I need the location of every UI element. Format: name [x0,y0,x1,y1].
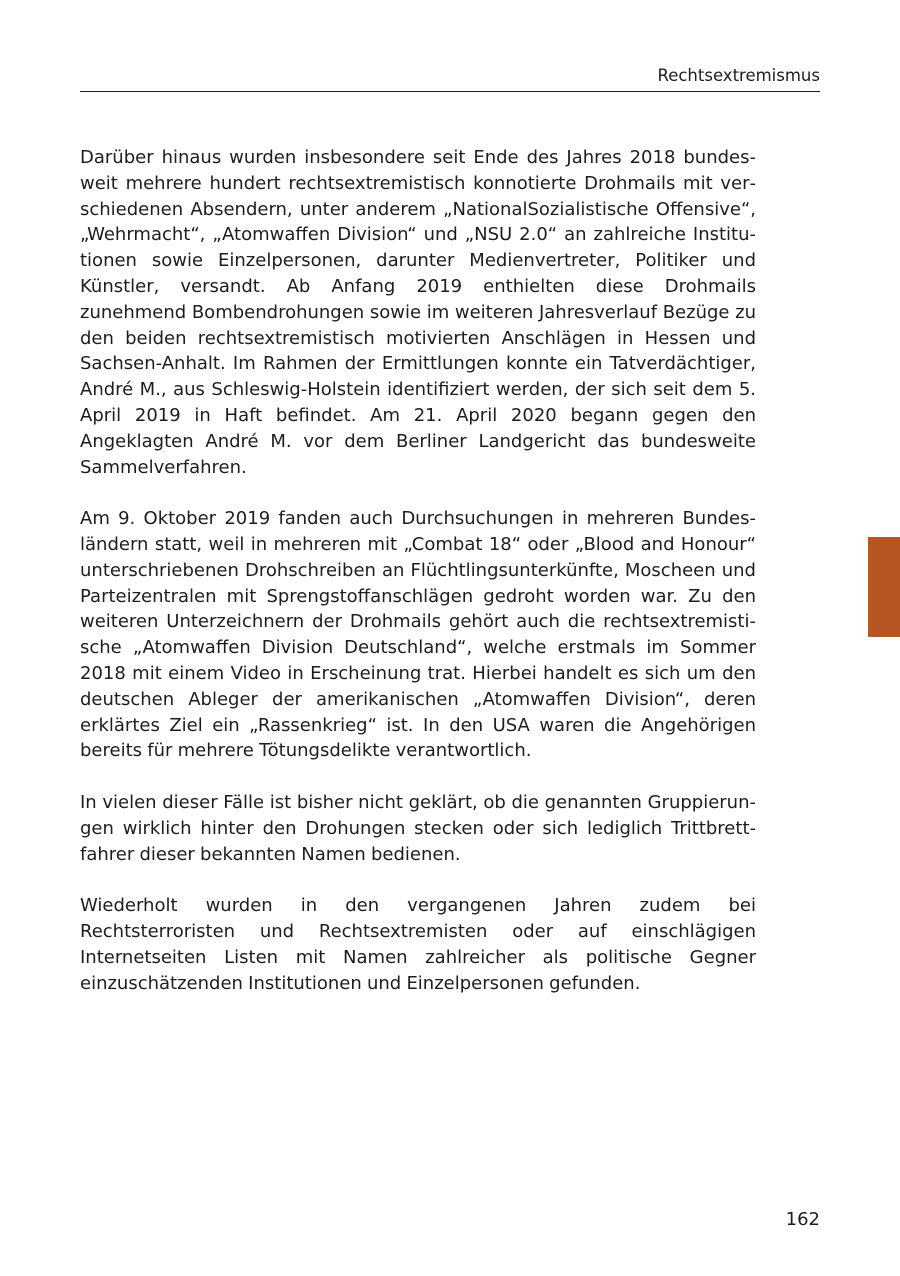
paragraph-1: Darüber hinaus wurden insbesondere seit Ende des Jahres 2018 bundesweit mehrere hundert rechtsextremistisch konnotierte Drohmails mit verschiedenen Absendern, unter anderem „NationalSozialistische Offensive“, „Wehrmacht“, „Atomwaffen Division“ und „NSU 2.0“ an zahlreiche Institutionen sowie Einzelpersonen, darunter Medienvertreter, Politiker und Künstler, versandt. Ab Anfang 2019 enthielten diese Drohmails zunehmend Bombendrohungen sowie im weiteren Jahresverlauf Bezüge zu den beiden rechtsextremistisch motivierten Anschlägen in Hessen und Sachsen-Anhalt. Im Rahmen der Ermittlungen konnte ein Tatverdächtiger, André M., aus Schleswig-Holstein identifiziert werden, der sich seit dem 5. April 2019 in Haft befindet. Am 21. April 2020 begann gegen den Angeklagten André M. vor dem Berliner Landgericht das bundesweite Sammelverfahren. [80,147,756,478]
section-title: Rechtsextremismus [657,66,820,85]
body-text [80,145,756,1022]
running-header [80,64,820,92]
chapter-marker-tab [868,537,900,637]
paragraph-3: In vielen dieser Fälle ist bisher nicht geklärt, ob die genannten Gruppierungen wirklich hinter den Drohungen stecken oder sich lediglich Trittbrettfahrer dieser bekannten Namen bedienen. [80,791,756,865]
paragraph-2: Am 9. Oktober 2019 fanden auch Durchsuchungen in mehreren Bundesländern statt, weil in mehreren mit „Combat 18“ oder „Blood and Honour“ unterschriebenen Drohschreiben an Flüchtlingsunterkünfte, Moscheen und Parteizentralen mit Sprengstoffanschlägen gedroht worden war. Zu den weiteren Unterzeichnern der Drohmails gehört auch die rechtsextremistische „Atomwaffen Division Deutschland“, welche erstmals im Sommer 2018 mit einem Video in Erscheinung trat. Hierbei handelt es sich um den deutschen Ableger der amerikanischen „Atomwaffen Division“, deren erklärtes Ziel ein „Rassenkrieg“ ist. In den USA waren die Angehörigen bereits für mehrere Tötungsdelikte verantwortlich. [80,508,756,762]
paragraph-4: Wiederholt wurden in den vergangenen Jahren zudem bei Rechtsterroristen und Rechtsextremisten oder auf einschlägigen Internetseiten Listen mit Namen zahlreicher als politische Gegner einzuschätzenden Institutionen und Einzelpersonen gefunden. [80,895,756,994]
page-number: 162 [785,1209,820,1230]
